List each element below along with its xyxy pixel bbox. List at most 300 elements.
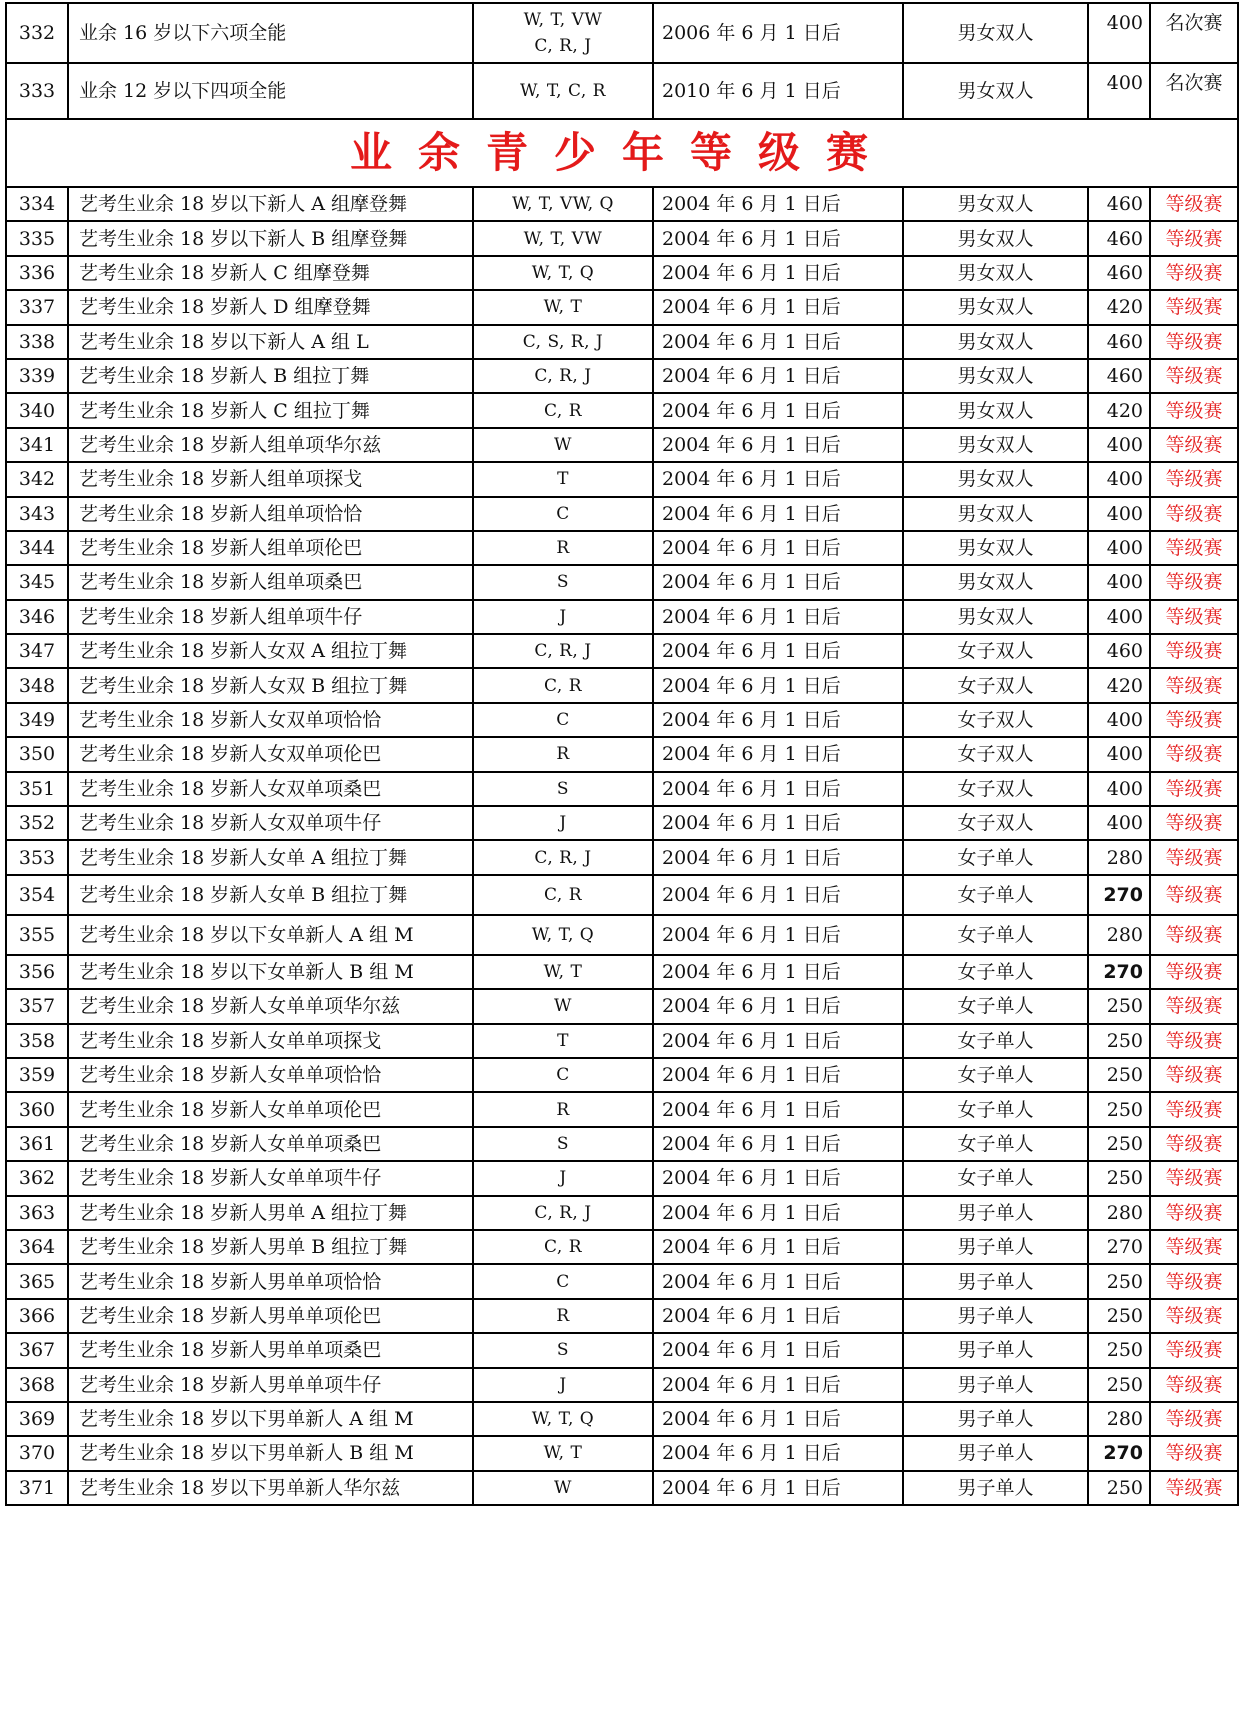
event-fee: 400 xyxy=(1088,462,1150,496)
event-type: 等级赛 xyxy=(1150,221,1238,255)
event-birthdate: 2004 年 6 月 1 日后 xyxy=(653,1161,903,1195)
event-birthdate: 2004 年 6 月 1 日后 xyxy=(653,1058,903,1092)
event-birthdate: 2004 年 6 月 1 日后 xyxy=(653,428,903,462)
event-name: 业余 12 岁以下四项全能 xyxy=(68,63,473,119)
event-group: 女子单人 xyxy=(903,989,1088,1023)
event-dances: W, T, C, R xyxy=(473,63,653,119)
event-number: 364 xyxy=(6,1230,68,1264)
event-name: 艺考生业余 18 岁以下女单新人 B 组 M xyxy=(68,955,473,989)
event-group: 男子单人 xyxy=(903,1196,1088,1230)
event-birthdate: 2004 年 6 月 1 日后 xyxy=(653,737,903,771)
event-group: 男女双人 xyxy=(903,428,1088,462)
event-number: 357 xyxy=(6,989,68,1023)
event-dances: C xyxy=(473,1058,653,1092)
events-table-body xyxy=(6,3,1238,1505)
event-number: 360 xyxy=(6,1092,68,1126)
event-name: 艺考生业余 18 岁新人女单单项探戈 xyxy=(68,1024,473,1058)
event-birthdate: 2004 年 6 月 1 日后 xyxy=(653,1368,903,1402)
table-row xyxy=(6,1092,1238,1126)
event-fee: 250 xyxy=(1088,1264,1150,1298)
event-birthdate: 2004 年 6 月 1 日后 xyxy=(653,462,903,496)
event-dances: S xyxy=(473,565,653,599)
event-group: 男子单人 xyxy=(903,1230,1088,1264)
event-group: 女子单人 xyxy=(903,1092,1088,1126)
event-dances: R xyxy=(473,1092,653,1126)
event-name: 艺考生业余 18 岁新人组单项伦巴 xyxy=(68,531,473,565)
event-number: 348 xyxy=(6,668,68,702)
event-fee: 460 xyxy=(1088,325,1150,359)
events-table xyxy=(5,2,1239,1506)
event-dances: C, R, J xyxy=(473,359,653,393)
event-birthdate: 2004 年 6 月 1 日后 xyxy=(653,359,903,393)
table-row xyxy=(6,1368,1238,1402)
event-fee: 400 xyxy=(1088,3,1150,63)
event-fee: 250 xyxy=(1088,1299,1150,1333)
event-dances: W, T xyxy=(473,290,653,324)
table-row xyxy=(6,875,1238,915)
event-group: 男子单人 xyxy=(903,1264,1088,1298)
event-number: 358 xyxy=(6,1024,68,1058)
event-number: 344 xyxy=(6,531,68,565)
event-birthdate: 2004 年 6 月 1 日后 xyxy=(653,989,903,1023)
event-type: 等级赛 xyxy=(1150,1024,1238,1058)
event-group: 男女双人 xyxy=(903,462,1088,496)
event-dances: C xyxy=(473,703,653,737)
event-type: 等级赛 xyxy=(1150,840,1238,874)
table-row xyxy=(6,1058,1238,1092)
event-type: 等级赛 xyxy=(1150,1402,1238,1436)
event-group: 女子双人 xyxy=(903,668,1088,702)
event-fee: 250 xyxy=(1088,1127,1150,1161)
event-name: 艺考生业余 18 岁以下新人 A 组 L xyxy=(68,325,473,359)
event-group: 男女双人 xyxy=(903,290,1088,324)
event-birthdate: 2004 年 6 月 1 日后 xyxy=(653,256,903,290)
event-number: 368 xyxy=(6,1368,68,1402)
event-dances: T xyxy=(473,1024,653,1058)
event-type: 名次赛 xyxy=(1150,63,1238,119)
event-number: 337 xyxy=(6,290,68,324)
table-row xyxy=(6,256,1238,290)
event-birthdate: 2004 年 6 月 1 日后 xyxy=(653,290,903,324)
event-number: 333 xyxy=(6,63,68,119)
event-number: 371 xyxy=(6,1471,68,1505)
event-dances: J xyxy=(473,1161,653,1195)
event-dances: R xyxy=(473,737,653,771)
event-birthdate: 2004 年 6 月 1 日后 xyxy=(653,565,903,599)
event-type: 等级赛 xyxy=(1150,290,1238,324)
event-name: 艺考生业余 18 岁新人女单单项牛仔 xyxy=(68,1161,473,1195)
event-name: 艺考生业余 18 岁新人女单单项恰恰 xyxy=(68,1058,473,1092)
event-group: 女子双人 xyxy=(903,772,1088,806)
event-type: 等级赛 xyxy=(1150,703,1238,737)
event-fee: 460 xyxy=(1088,634,1150,668)
event-type: 等级赛 xyxy=(1150,915,1238,955)
event-type: 等级赛 xyxy=(1150,187,1238,221)
event-group: 女子单人 xyxy=(903,875,1088,915)
event-dances: R xyxy=(473,1299,653,1333)
event-dances: C, R xyxy=(473,393,653,427)
table-row xyxy=(6,1299,1238,1333)
events-table-sheet xyxy=(5,2,1237,1506)
event-group: 女子单人 xyxy=(903,915,1088,955)
event-name: 艺考生业余 18 岁新人男单单项恰恰 xyxy=(68,1264,473,1298)
event-birthdate: 2004 年 6 月 1 日后 xyxy=(653,634,903,668)
event-fee: 400 xyxy=(1088,703,1150,737)
event-type: 等级赛 xyxy=(1150,1333,1238,1367)
event-fee: 250 xyxy=(1088,1333,1150,1367)
event-name: 艺考生业余 18 岁新人女单单项伦巴 xyxy=(68,1092,473,1126)
event-fee: 400 xyxy=(1088,772,1150,806)
table-row xyxy=(6,1436,1238,1470)
event-fee: 270 xyxy=(1088,1436,1150,1470)
event-birthdate: 2006 年 6 月 1 日后 xyxy=(653,3,903,63)
section-title: 业余青少年等级赛 xyxy=(6,119,1238,187)
event-number: 361 xyxy=(6,1127,68,1161)
event-name: 艺考生业余 18 岁新人 C 组摩登舞 xyxy=(68,256,473,290)
event-birthdate: 2004 年 6 月 1 日后 xyxy=(653,497,903,531)
table-row xyxy=(6,668,1238,702)
table-row xyxy=(6,1471,1238,1505)
event-fee: 280 xyxy=(1088,915,1150,955)
table-row xyxy=(6,1402,1238,1436)
table-row xyxy=(6,531,1238,565)
event-group: 男女双人 xyxy=(903,325,1088,359)
event-name: 艺考生业余 18 岁新人女双单项牛仔 xyxy=(68,806,473,840)
table-row xyxy=(6,915,1238,955)
event-dances: S xyxy=(473,772,653,806)
event-birthdate: 2004 年 6 月 1 日后 xyxy=(653,1230,903,1264)
event-name: 艺考生业余 18 岁新人女单单项桑巴 xyxy=(68,1127,473,1161)
event-fee: 270 xyxy=(1088,1230,1150,1264)
event-birthdate: 2004 年 6 月 1 日后 xyxy=(653,1299,903,1333)
event-fee: 420 xyxy=(1088,290,1150,324)
event-type: 等级赛 xyxy=(1150,1299,1238,1333)
event-type: 等级赛 xyxy=(1150,1368,1238,1402)
event-birthdate: 2004 年 6 月 1 日后 xyxy=(653,1196,903,1230)
event-fee: 250 xyxy=(1088,1092,1150,1126)
event-group: 男子单人 xyxy=(903,1299,1088,1333)
table-row xyxy=(6,359,1238,393)
event-dances: J xyxy=(473,1368,653,1402)
table-row xyxy=(6,1127,1238,1161)
table-row xyxy=(6,325,1238,359)
event-group: 男子单人 xyxy=(903,1402,1088,1436)
event-name: 艺考生业余 18 岁新人女双单项恰恰 xyxy=(68,703,473,737)
event-dances: J xyxy=(473,600,653,634)
event-group: 男子单人 xyxy=(903,1471,1088,1505)
event-dances: C, R xyxy=(473,875,653,915)
table-row xyxy=(6,290,1238,324)
event-number: 359 xyxy=(6,1058,68,1092)
event-dances: C, R xyxy=(473,1230,653,1264)
event-type: 等级赛 xyxy=(1150,428,1238,462)
event-group: 女子单人 xyxy=(903,1024,1088,1058)
event-type: 等级赛 xyxy=(1150,531,1238,565)
event-birthdate: 2010 年 6 月 1 日后 xyxy=(653,63,903,119)
event-type: 等级赛 xyxy=(1150,875,1238,915)
event-type: 等级赛 xyxy=(1150,806,1238,840)
event-group: 男女双人 xyxy=(903,565,1088,599)
event-fee: 270 xyxy=(1088,875,1150,915)
event-fee: 460 xyxy=(1088,221,1150,255)
event-fee: 460 xyxy=(1088,187,1150,221)
event-dances: C, R, J xyxy=(473,840,653,874)
event-fee: 250 xyxy=(1088,1471,1150,1505)
event-number: 369 xyxy=(6,1402,68,1436)
event-fee: 250 xyxy=(1088,1058,1150,1092)
event-fee: 420 xyxy=(1088,668,1150,702)
event-group: 男女双人 xyxy=(903,187,1088,221)
event-birthdate: 2004 年 6 月 1 日后 xyxy=(653,393,903,427)
event-dances-line: W, T, VW xyxy=(523,10,603,30)
table-row xyxy=(6,1230,1238,1264)
event-number: 343 xyxy=(6,497,68,531)
event-fee: 400 xyxy=(1088,497,1150,531)
event-dances: W, T, Q xyxy=(473,256,653,290)
event-group: 男子单人 xyxy=(903,1436,1088,1470)
event-birthdate: 2004 年 6 月 1 日后 xyxy=(653,875,903,915)
event-dances: W, T, VW xyxy=(473,221,653,255)
event-name: 艺考生业余 18 岁新人 D 组摩登舞 xyxy=(68,290,473,324)
event-dances: J xyxy=(473,806,653,840)
event-birthdate: 2004 年 6 月 1 日后 xyxy=(653,1402,903,1436)
event-type: 等级赛 xyxy=(1150,1196,1238,1230)
event-name: 艺考生业余 18 岁新人女双 B 组拉丁舞 xyxy=(68,668,473,702)
event-birthdate: 2004 年 6 月 1 日后 xyxy=(653,840,903,874)
event-group: 男女双人 xyxy=(903,600,1088,634)
event-group: 男女双人 xyxy=(903,531,1088,565)
event-number: 354 xyxy=(6,875,68,915)
event-dances: C, R xyxy=(473,668,653,702)
table-row xyxy=(6,955,1238,989)
event-dances: C, R, J xyxy=(473,634,653,668)
event-dances: S xyxy=(473,1127,653,1161)
event-birthdate: 2004 年 6 月 1 日后 xyxy=(653,668,903,702)
table-row xyxy=(6,428,1238,462)
event-type: 等级赛 xyxy=(1150,600,1238,634)
event-group: 男女双人 xyxy=(903,393,1088,427)
event-dances: C xyxy=(473,1264,653,1298)
event-type: 等级赛 xyxy=(1150,989,1238,1023)
event-fee: 400 xyxy=(1088,63,1150,119)
event-dances: W, T, Q xyxy=(473,1402,653,1436)
event-number: 342 xyxy=(6,462,68,496)
table-row xyxy=(6,772,1238,806)
event-name: 艺考生业余 18 岁以下男单新人华尔兹 xyxy=(68,1471,473,1505)
event-number: 338 xyxy=(6,325,68,359)
event-number: 340 xyxy=(6,393,68,427)
event-birthdate: 2004 年 6 月 1 日后 xyxy=(653,1024,903,1058)
event-type: 等级赛 xyxy=(1150,325,1238,359)
event-fee: 400 xyxy=(1088,806,1150,840)
event-name: 艺考生业余 18 岁新人女双单项伦巴 xyxy=(68,737,473,771)
event-name: 艺考生业余 18 岁以下新人 B 组摩登舞 xyxy=(68,221,473,255)
event-group: 女子单人 xyxy=(903,955,1088,989)
event-dances: T xyxy=(473,462,653,496)
event-type: 等级赛 xyxy=(1150,955,1238,989)
event-birthdate: 2004 年 6 月 1 日后 xyxy=(653,1436,903,1470)
event-type: 等级赛 xyxy=(1150,1127,1238,1161)
event-name: 艺考生业余 18 岁新人女单单项华尔兹 xyxy=(68,989,473,1023)
event-dances: C, S, R, J xyxy=(473,325,653,359)
event-name: 艺考生业余 18 岁新人组单项华尔兹 xyxy=(68,428,473,462)
event-fee: 270 xyxy=(1088,955,1150,989)
event-fee: 280 xyxy=(1088,840,1150,874)
event-group: 男女双人 xyxy=(903,63,1088,119)
event-type: 等级赛 xyxy=(1150,256,1238,290)
event-birthdate: 2004 年 6 月 1 日后 xyxy=(653,531,903,565)
event-name: 艺考生业余 18 岁以下女单新人 A 组 M xyxy=(68,915,473,955)
table-row xyxy=(6,1024,1238,1058)
event-number: 341 xyxy=(6,428,68,462)
table-row xyxy=(6,634,1238,668)
event-type: 等级赛 xyxy=(1150,393,1238,427)
event-name: 艺考生业余 18 岁新人男单 A 组拉丁舞 xyxy=(68,1196,473,1230)
event-number: 353 xyxy=(6,840,68,874)
event-type: 等级赛 xyxy=(1150,634,1238,668)
event-dances: W, T xyxy=(473,1436,653,1470)
event-birthdate: 2004 年 6 月 1 日后 xyxy=(653,325,903,359)
event-fee: 400 xyxy=(1088,531,1150,565)
event-group: 男子单人 xyxy=(903,1333,1088,1367)
event-type: 等级赛 xyxy=(1150,1092,1238,1126)
table-row xyxy=(6,737,1238,771)
event-type: 等级赛 xyxy=(1150,497,1238,531)
event-name: 艺考生业余 18 岁新人男单 B 组拉丁舞 xyxy=(68,1230,473,1264)
event-birthdate: 2004 年 6 月 1 日后 xyxy=(653,915,903,955)
event-group: 女子双人 xyxy=(903,703,1088,737)
event-group: 女子双人 xyxy=(903,737,1088,771)
event-group: 男女双人 xyxy=(903,497,1088,531)
event-name: 业余 16 岁以下六项全能 xyxy=(68,3,473,63)
event-fee: 400 xyxy=(1088,737,1150,771)
event-birthdate: 2004 年 6 月 1 日后 xyxy=(653,806,903,840)
event-birthdate: 2004 年 6 月 1 日后 xyxy=(653,772,903,806)
event-name: 艺考生业余 18 岁新人男单单项牛仔 xyxy=(68,1368,473,1402)
event-dances: C, R, J xyxy=(473,1196,653,1230)
event-number: 362 xyxy=(6,1161,68,1195)
table-row xyxy=(6,221,1238,255)
event-number: 355 xyxy=(6,915,68,955)
event-type: 等级赛 xyxy=(1150,1471,1238,1505)
event-dances: W, T, Q xyxy=(473,915,653,955)
table-row xyxy=(6,989,1238,1023)
event-type: 等级赛 xyxy=(1150,1436,1238,1470)
event-dances xyxy=(473,3,653,63)
event-number: 351 xyxy=(6,772,68,806)
event-dances: S xyxy=(473,1333,653,1367)
event-number: 352 xyxy=(6,806,68,840)
event-fee: 400 xyxy=(1088,600,1150,634)
event-type: 名次赛 xyxy=(1150,3,1238,63)
event-fee: 400 xyxy=(1088,428,1150,462)
event-dances: W, T xyxy=(473,955,653,989)
event-number: 349 xyxy=(6,703,68,737)
event-type: 等级赛 xyxy=(1150,1264,1238,1298)
event-fee: 400 xyxy=(1088,565,1150,599)
event-type: 等级赛 xyxy=(1150,772,1238,806)
table-row xyxy=(6,1161,1238,1195)
event-number: 366 xyxy=(6,1299,68,1333)
event-birthdate: 2004 年 6 月 1 日后 xyxy=(653,703,903,737)
event-type: 等级赛 xyxy=(1150,359,1238,393)
event-group: 男女双人 xyxy=(903,221,1088,255)
event-group: 男子单人 xyxy=(903,1368,1088,1402)
event-birthdate: 2004 年 6 月 1 日后 xyxy=(653,600,903,634)
event-name: 艺考生业余 18 岁新人男单单项桑巴 xyxy=(68,1333,473,1367)
section-header-row xyxy=(6,119,1238,187)
event-group: 女子单人 xyxy=(903,1161,1088,1195)
event-number: 339 xyxy=(6,359,68,393)
event-group: 男女双人 xyxy=(903,3,1088,63)
event-type: 等级赛 xyxy=(1150,565,1238,599)
event-fee: 460 xyxy=(1088,256,1150,290)
event-fee: 460 xyxy=(1088,359,1150,393)
event-birthdate: 2004 年 6 月 1 日后 xyxy=(653,187,903,221)
event-fee: 250 xyxy=(1088,989,1150,1023)
event-number: 350 xyxy=(6,737,68,771)
event-group: 男女双人 xyxy=(903,256,1088,290)
event-number: 356 xyxy=(6,955,68,989)
event-dances: W, T, VW, Q xyxy=(473,187,653,221)
event-number: 370 xyxy=(6,1436,68,1470)
table-row xyxy=(6,1264,1238,1298)
table-row xyxy=(6,565,1238,599)
event-group: 女子单人 xyxy=(903,840,1088,874)
event-group: 女子单人 xyxy=(903,1058,1088,1092)
event-birthdate: 2004 年 6 月 1 日后 xyxy=(653,955,903,989)
event-fee: 280 xyxy=(1088,1402,1150,1436)
event-group: 女子单人 xyxy=(903,1127,1088,1161)
event-birthdate: 2004 年 6 月 1 日后 xyxy=(653,1092,903,1126)
table-row xyxy=(6,600,1238,634)
event-birthdate: 2004 年 6 月 1 日后 xyxy=(653,1471,903,1505)
event-name: 艺考生业余 18 岁新人女单 A 组拉丁舞 xyxy=(68,840,473,874)
event-number: 345 xyxy=(6,565,68,599)
event-name: 艺考生业余 18 岁以下男单新人 A 组 M xyxy=(68,1402,473,1436)
table-row xyxy=(6,703,1238,737)
event-type: 等级赛 xyxy=(1150,1058,1238,1092)
event-name: 艺考生业余 18 岁新人组单项牛仔 xyxy=(68,600,473,634)
event-group: 女子双人 xyxy=(903,806,1088,840)
table-row xyxy=(6,462,1238,496)
event-fee: 280 xyxy=(1088,1196,1150,1230)
event-name: 艺考生业余 18 岁以下新人 A 组摩登舞 xyxy=(68,187,473,221)
event-name: 艺考生业余 18 岁新人女双 A 组拉丁舞 xyxy=(68,634,473,668)
event-number: 332 xyxy=(6,3,68,63)
table-row xyxy=(6,3,1238,63)
table-row xyxy=(6,187,1238,221)
event-number: 363 xyxy=(6,1196,68,1230)
event-name: 艺考生业余 18 岁新人女单 B 组拉丁舞 xyxy=(68,875,473,915)
table-row xyxy=(6,393,1238,427)
table-row xyxy=(6,497,1238,531)
event-number: 335 xyxy=(6,221,68,255)
event-fee: 250 xyxy=(1088,1024,1150,1058)
event-number: 336 xyxy=(6,256,68,290)
event-name: 艺考生业余 18 岁新人组单项探戈 xyxy=(68,462,473,496)
event-name: 艺考生业余 18 岁新人 C 组拉丁舞 xyxy=(68,393,473,427)
event-birthdate: 2004 年 6 月 1 日后 xyxy=(653,1333,903,1367)
event-group: 男女双人 xyxy=(903,359,1088,393)
event-number: 367 xyxy=(6,1333,68,1367)
event-number: 334 xyxy=(6,187,68,221)
table-row xyxy=(6,806,1238,840)
event-type: 等级赛 xyxy=(1150,462,1238,496)
event-type: 等级赛 xyxy=(1150,1230,1238,1264)
event-name: 艺考生业余 18 岁新人男单单项伦巴 xyxy=(68,1299,473,1333)
table-row xyxy=(6,1333,1238,1367)
